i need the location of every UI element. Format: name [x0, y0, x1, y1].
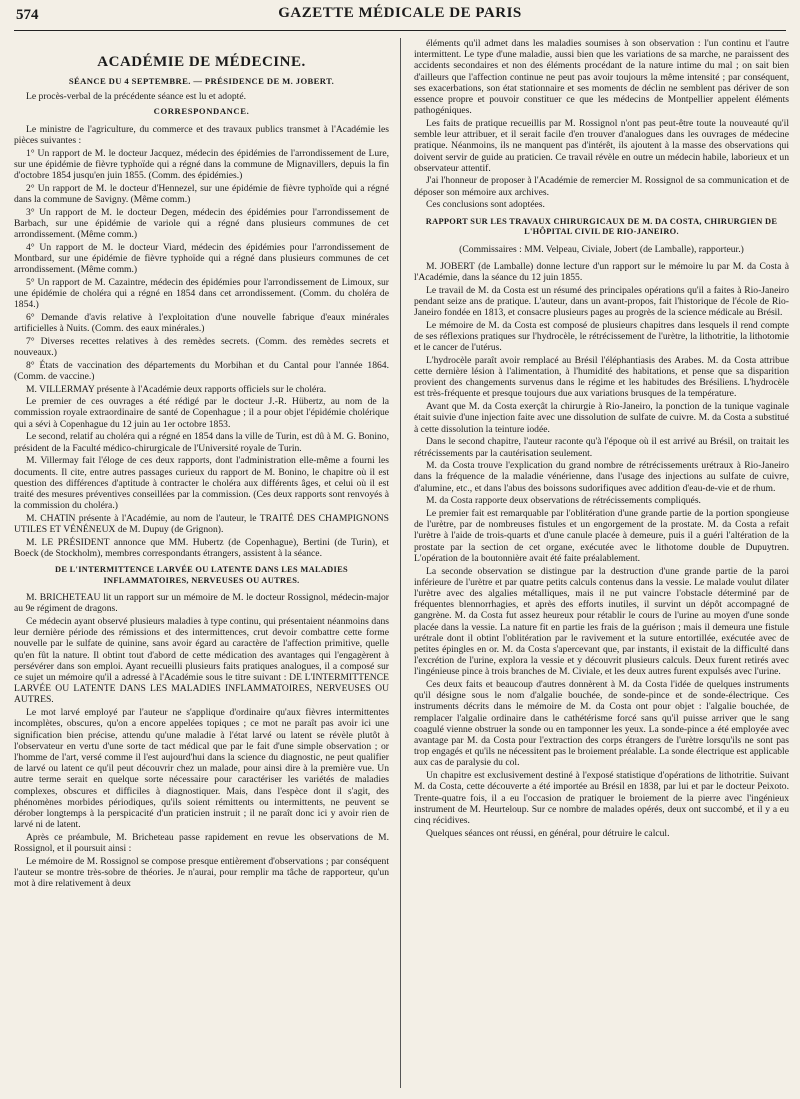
page-number: 574 — [16, 7, 39, 23]
column-divider — [400, 38, 401, 1088]
paragraph: Le travail de M. da Costa est un résumé des principales opérations qu'il a faites à Rio-Janeiro pendant seize ans de pratique. L'auteur, dans un avant-propos, fait l'historique de l'école de Rio-Janeiro fondée en 1813, et consacre plusieurs pages au progrès de la science médicale au Brésil. — [414, 284, 789, 319]
paragraph: Le ministre de l'agriculture, du commerce et des travaux publics transmet à l'Académie les pièces suivantes : — [14, 123, 389, 146]
paragraph: Ces deux faits et beaucoup d'autres donnèrent à M. da Costa l'idée de quelques instruments qu'il désigne sous le nom d'algalie bouchée, de sonde-pince et de sonde-électrique. Ces instruments décrits dans le mémoire de M. da Costa ont pour objet : l'algalie bouchée, de remplacer l'algalie ordinaire dans le cathétérisme forcé sans qu'il puisse arriver que le sang coagulé vienne obstruer la sonde ou en tamponner les yeux. La sonde-pince a été employée avec avantage par M. da Costa pour l'extraction des corps étrangers de l'urètre lorsqu'ils ne sont pas trop engagés et qu'ils ne nécessitent pas le broiement préalable. La sonde électrique est applicable aux cas de paralysie du col. — [414, 679, 789, 769]
paragraph-group — [14, 124, 389, 560]
paragraph-group — [14, 592, 389, 889]
paragraph: M. da Costa rapporte deux observations de rétrécissements compliqués. — [426, 495, 701, 507]
paragraph: M. BRICHETEAU lit un rapport sur un mémoire de M. le docteur Rossignol, médecin-major au 9e régiment de dragons. — [14, 592, 389, 615]
paragraph: Le mémoire de M. Rossignol se compose presque entièrement d'observations ; par conséquent l'auteur se montre très-sobre de théories. Je n'aurai, pour remplir ma tâche de rapporteur, qu'un mot à dire relativement à deux — [14, 855, 389, 890]
paragraph: L'hydrocèle paraît avoir remplacé au Brésil l'éléphantiasis des Arabes. M. da Costa attribue cette dernière lésion à l'alimentation, à l'humidité des habitations, et pense que sa disparition provient des changements survenus dans le régime et les habitudes des Brésiliens. L'hydrocèle est très-fréquente et presque toujours due aux variations brusques de la température. — [414, 354, 789, 400]
commissaires-line: (Commissaires : MM. Velpeau, Civiale, Jobert (de Lamballe), rapporteur.) — [459, 243, 744, 255]
paragraph: M. CHATIN présente à l'Académie, au nom de l'auteur, le TRAITÉ DES CHAMPIGNONS UTILES ET VÉNÉNEUX de M. Dupuy (de Grignon). — [14, 512, 389, 536]
paragraph: 3° Un rapport de M. le docteur Degen, médecin des épidémies pour l'arrondissement de Barbach, sur une épidémie de variole qui a régné dans plusieurs communes de cet arrondissement. (Même comm.) — [14, 206, 389, 240]
paragraph: Ce médecin ayant observé plusieurs maladies à type continu, qui présentaient néanmoins dans leur dernière période des rémissions et des intermittences, crut devoir combattre cette forme nouvelle par le sulfate de quinine, sans avoir égard au caractère de l'affection primitive, quelle qu'en fût la nature. Il obtint tout d'abord de cette médication des avantages qui l'engagèrent à persévérer dans son emploi. Ayant recueilli plusieurs faits pratiques analogues, il a composé sur ce sujet un mémoire qu'il a adressé à l'Académie sous le titre suivant : DE L'INTERMITTENCE LARVÉE OU LATENTE DANS LES MALADIES INFLAMMATOIRES, NERVEUSES OU AUTRES. — [14, 616, 389, 706]
paragraph: J'ai l'honneur de proposer à l'Académie de remercier M. Rossignol de sa communication et de déposer son mémoire aux archives. — [414, 175, 789, 198]
page-header — [14, 4, 786, 31]
correspondance-heading: CORRESPONDANCE. — [153, 106, 250, 117]
paragraph-group — [14, 91, 389, 102]
paragraph: M. da Costa trouve l'explication du grand nombre de rétrécissements urétraux à Rio-Janeiro dans la fréquence de la maladie vénérienne, dans l'usage des injections au sulfate de cuivre, d'alumine, etc., et dans l'abus des boissons sudorifiques avec addition d'eau-de-vie et de rhum. — [414, 460, 789, 494]
paragraph: 6° Demande d'avis relative à l'exploitation d'une nouvelle fabrique d'eaux minérales artificielles à Nuits. (Comm. des eaux minérales.) — [14, 311, 389, 335]
paragraph: 4° Un rapport de M. le docteur Viard, médecin des épidémies pour l'arrondissement de Montbard, sur une épidémie de fièvre typhoïde qui a régné dans plusieurs communes de cet arrondissement. (Même comm.) — [14, 241, 389, 276]
paragraph: éléments qu'il admet dans les maladies soumises à son observation : l'un continu et l'autre intermittent. Le type d'une maladie, aussi bien que les variations de sa marche, ne paraissent des accidents secondaires et non des éléments procédant de la nature intime du mal ; on sait bien d'ailleurs que l'affection continue ne peut pas avoir toujours la même intensité ; par conséquent, ses exacerbations, son état stationnaire et ses moments de déclin ne semblent pas dériver de son essence propre et pouvoir constituer ce que les médecins de Montpellier appelent éléments pathogéniques. — [414, 38, 789, 117]
left-column — [14, 38, 389, 1093]
paragraph: M. JOBERT (de Lamballe) donne lecture d'un rapport sur le mémoire lu par M. da Costa à l'Académie, dans la séance du 12 juin 1855. — [414, 260, 789, 283]
paragraph: Quelques séances ont réussi, en général, pour détruire le calcul. — [426, 827, 670, 839]
paragraph: 2° Un rapport de M. le docteur d'Hennezel, sur une épidémie de fièvre typhoïde qui a régné dans la commune de Savigny. (Même comm.) — [14, 182, 389, 205]
paragraph-group — [414, 38, 789, 211]
paragraph: Le second, relatif au choléra qui a régné en 1854 dans la ville de Turin, est dû à M. G. Bonino, président de la Faculté médico-chirurgicale de l'Université royale de Turin. — [14, 431, 389, 454]
paragraph-group — [414, 261, 789, 839]
paragraph: 8° États de vaccination des départements du Morbihan et du Cantal pour l'année 1864. (Comm. de vaccine.) — [14, 359, 389, 382]
paragraph: Le procès-verbal de la précédente séance est lu et adopté. — [26, 91, 247, 103]
academy-title: ACADÉMIE DE MÉDECINE. — [97, 54, 306, 70]
paragraph: 7° Diverses recettes relatives à des remèdes secrets. (Comm. des remèdes secrets et nouveaux.) — [14, 335, 389, 358]
paragraph: M. LE PRÉSIDENT annonce que MM. Hubertz (de Copenhague), Bertini (de Turin), et Boeck (de Stockholm), membres correspondants étrangers, assistent à la séance. — [14, 536, 389, 559]
paragraph: Ces conclusions sont adoptées. — [426, 199, 545, 211]
section-heading: DE L'INTERMITTENCE LARVÉE OU LATENTE DANS LES MALADIES INFLAMMATOIRES, NERVEUSES OU AUTRES. — [55, 565, 348, 585]
paragraph: Après ce préambule, M. Bricheteau passe rapidement en revue les observations de M. Rossignol, et il poursuit ainsi : — [14, 831, 389, 855]
paragraph: 5° Un rapport de M. Cazaintre, médecin des épidémies pour l'arrondissement de Limoux, sur une épidémie de choléra qui a régné en 1854 dans cet arrondissement. (Comm. du choléra de 1854.) — [14, 276, 389, 311]
paragraph: Avant que M. da Costa exerçât la chirurgie à Rio-Janeiro, la ponction de la tunique vaginale était suivie d'une injection faite avec une dissolution de sulfate de cuivre. M. da Costa a substitué à cette dissolution la teinture iodée. — [414, 401, 789, 435]
paragraph: Les faits de pratique recueillis par M. Rossignol n'ont pas peut-être toute la nouveauté qu'il semble leur attribuer, et il serait facile d'en trouver d'analogues dans les ouvrages de médecine pratique. Néanmoins, ils ne manquent pas d'intérêt, ils ajoutent à la masse des observations qui doivent servir de guide au praticien. Ce travail révèle en outre un médecin habile, laborieux et un observateur attentif. — [414, 117, 789, 174]
paragraph: Un chapitre est exclusivement destiné à l'exposé statistique d'opérations de lithotritie. Suivant M. da Costa, cette découverte a été importée au Brésil en 1838, par lui et par le docteur Peixoto. Trente-quatre fois, il a eu l'occasion de pratiquer le broiement de la pierre avec l'ingénieux instrument de M. Heurteloup. Sur ce nombre de malades opérés, deux ont succombé, et il y a eu cinq récidives. — [414, 770, 789, 826]
running-title: GAZETTE MÉDICALE DE PARIS — [278, 5, 522, 21]
section-heading: RAPPORT SUR LES TRAVAUX CHIRURGICAUX DE M. DA COSTA, CHIRURGIEN DE L'HÔPITAL CIVIL DE RIO-JANEIRO. — [425, 216, 778, 237]
paragraph: M. Villermay fait l'éloge de ces deux rapports, dont l'administration elle-même a fourni les documents. Il cite, entre autres passages curieux du rapport de M. Bonino, le chapitre où il est question des différences d'aptitude à contracter le choléra aux différents âges, et celui où il est traité des mesures préventives conseillées par la commission. (Ces deux rapports sont renvoyés à la commission du choléra.) — [14, 455, 389, 512]
paragraph: M. VILLERMAY présente à l'Académie deux rapports officiels sur le choléra. — [26, 383, 327, 395]
paragraph: Le mémoire de M. da Costa est composé de plusieurs chapitres dans lesquels il rend compte de ses réflexions pratiques sur l'hydrocèle, le rétrécissement de l'urètre, la lithotritie, la lithotomie et le cancer de l'utérus. — [414, 319, 789, 354]
seance-heading: SÉANCE DU 4 SEPTEMBRE. — PRÉSIDENCE DE M. JOBERT. — [68, 76, 335, 86]
paragraph: Le mot larvé employé par l'auteur ne s'applique d'ordinaire qu'aux fièvres intermittentes incomplètes, obscures, qu'on a encore appelées topiques ; ce mot ne paraît pas avoir ici une signification bien précise, attendu qu'une maladie à l'état larvé ou latent se révèle plutôt à l'observateur en vertu d'une sorte de tact médical que par le fait d'une simple observation ; or l'homme de l'art, versé comme il l'est aujourd'hui dans la science du diagnostic, ne peut qualifier de larvé ou latent ce qu'il peut découvrir chez un malade, pour ainsi dire à la première vue. Un autre terme serait en quelque sorte nécessaire pour caractériser les variétés de maladies complexes, obscures et difficiles à diagnostiquer. Mais, dans l'espèce dont il s'agit, des phénomènes morbides périodiques, qu'ils soient rémittents ou intermittents, ne peuvent se dérober longtemps à la perspicacité d'un praticien instruit ; il ne paraît donc ici y avoir rien de larvé ni de latent. — [14, 707, 389, 831]
paragraph: 1° Un rapport de M. le docteur Jacquez, médecin des épidémies de l'arrondissement de Lure, sur une épidémie de fièvre typhoïde qui a régné dans la commune de Mignavillers, depuis la fin d'octobre 1854 jusqu'en juin 1855. (Comm. des épidémies.) — [14, 147, 389, 181]
paragraph: La seconde observation se distingue par la destruction d'une grande partie de la paroi inférieure de l'urètre et par quatre petits calculs contenus dans la vessie. Le malade voulut dilater l'urètre avec des algalies métalliques, mais il ne put vaincre l'obstacle déterminé par de fréquentes blennorrhagies, et après des efforts inutiles, il survint un dépôt accompagné de gangrène. M. da Costa fut assez heureux pour rétablir le cours de l'urine au moyen d'une sonde placée dans la vessie. La nature fit en partie les frais de la guérison ; mais il demeura une fistule urétrale dont il obtint l'oblitération par le ravivement et la suture entortillée, exécutée avec de petites épingles en or. M. da Costa s'apercevant que, par instants, il existait de la difficulté dans l'excrétion de l'urine, explora la vessie et y découvrit plusieurs calculs. Deux furent retirés avec l'ingénieuse pince à trois branches de M. Civiale, et les deux autres furent expulsés avec l'urine. — [414, 565, 789, 678]
right-column — [414, 38, 789, 1093]
paragraph: Dans le second chapitre, l'auteur raconte qu'à l'époque où il est arrivé au Brésil, on traitait les rétrécissements par la cautérisation seulement. — [414, 436, 789, 459]
paragraph: Le premier de ces ouvrages a été rédigé par le docteur J.-R. Hübertz, au nom de la commission royale extraordinaire de santé de Copenhague ; il a pour objet l'épidémie cholérique qui a sévi à Copenhague du 12 juin au 1er octobre 1853. — [14, 396, 389, 430]
paragraph: Le premier fait est remarquable par l'oblitération d'une grande partie de la portion spongieuse de l'urètre, par de nombreuses fistules et un engorgement de la prostate. M. da Costa a refait l'urètre à l'aide de trois-quarts et d'une canule placée à demeure, puis il a guéri l'altération de la prostate par la section de cet organe, exécutée avec le lithotome double de Dupuytren. L'opération de la boutonnière avait été faite préalablement. — [414, 508, 789, 564]
